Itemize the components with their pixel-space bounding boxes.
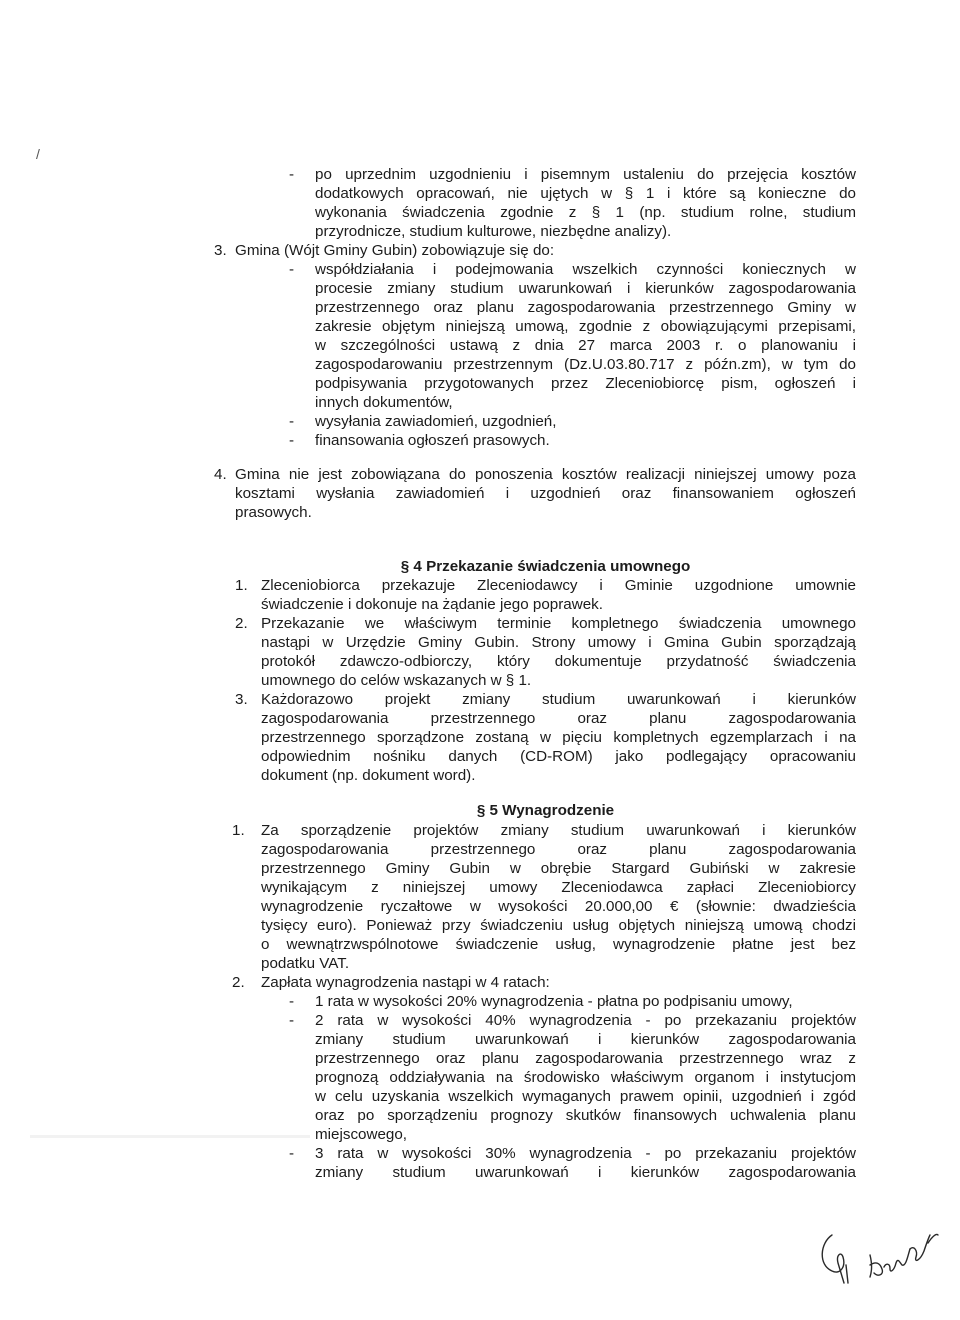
text-line: dodatkowych opracowań, nie ujętych w § 1 i które są konieczne do [315, 185, 856, 202]
section-heading: § 4 Przekazanie świadczenia umownego [400, 558, 691, 575]
text-line: finansowania ogłoszeń prasowych. [315, 432, 550, 449]
text-line: odpowiednim nośniku danych (CD-ROM) jako podlegający opracowaniu [261, 748, 856, 765]
text-line: o wewnątrzwspólnotowe świadczenie usług, wynagrodzenie płatne jest bez [261, 936, 856, 953]
text-line: po uprzednim uzgodnieniu i pisemnym ustaleniu do przejęcia kosztów [315, 166, 856, 183]
text-line: podpisywania przygotowanych przez Zleceniobiorcę pism, ogłoszeń i [315, 375, 856, 392]
text-line: 1 rata w wysokości 20% wynagrodzenia - płatna po podpisaniu umowy, [315, 993, 793, 1010]
list-number: 3. [235, 691, 248, 708]
text-line: zakresie objętym niniejszą umową, zgodnie z obowiązującymi przepisami, [315, 318, 856, 335]
list-marker: - [289, 432, 295, 449]
list-marker: - [289, 1145, 295, 1162]
text-line: współdziałania i podejmowania wszelkich czynności koniecznych w [315, 261, 856, 278]
text-line: nastąpi w Urzędzie Gminy Gubin. Strony umowy i Gmina Gubin sporządzają [261, 634, 856, 651]
text-line: wysyłania zawiadomień, uzgodnień, [315, 413, 557, 430]
text-line: umownego do celów wskazanych w § 1. [261, 672, 532, 689]
text-line: przestrzennego oraz planu zagospodarowania przestrzennego Gminy w [315, 299, 856, 316]
list-marker: - [289, 166, 295, 183]
text-line: przyrodnicze, studium kulturowe, niezbędne analizy). [315, 223, 672, 240]
text-line: Każdorazowo projekt zmiany studium uwarunkowań i kierunków [261, 691, 856, 708]
list-marker: - [289, 413, 295, 430]
text-line: kosztami wysłania zawiadomień i uzgodnień oraz finansowaniem ogłoszeń [235, 485, 856, 502]
text-line: świadczenie i dokonuje na żądanie jego poprawek. [261, 596, 603, 613]
text-line: przestrzennego sporządzone zostaną w pięciu kompletnych egzemplarzach i na [261, 729, 856, 746]
text-line: wynikającym z niniejszej umowy Zleceniodawca zapłaci Zleceniobiorcy [261, 879, 856, 896]
text-line: Zapłata wynagrodzenia nastąpi w 4 ratach: [261, 974, 550, 991]
text-line: przestrzennego oraz planu zagospodarowania przestrzennego wraz z [315, 1050, 856, 1067]
text-line: tysięcy euro). Ponieważ przy świadczeniu usług objętych niniejszą umową chodzi [261, 917, 856, 934]
list-marker: - [289, 261, 295, 278]
list-marker: - [289, 1012, 295, 1029]
text-line: innych dokumentów, [315, 394, 453, 411]
text-line: oraz po sporządzeniu prognozy skutków finansowych uchwalenia planu [315, 1107, 856, 1124]
list-number: 1. [235, 577, 248, 594]
text-line: dokument (np. dokument word). [261, 767, 476, 784]
scan-artifact [30, 1135, 310, 1138]
text-line: zmiany studium uwarunkowań i kierunków zagospodarowania [315, 1164, 856, 1181]
text-line: zmiany studium uwarunkowań i kierunków zagospodarowania [315, 1031, 856, 1048]
list-number: 2. [232, 974, 245, 991]
text-line: w szczególności ustawą z dnia 27 marca 2003 r. o planowaniu i [315, 337, 856, 354]
text-line: protokół zdawczo-odbiorczy, który dokumentuje przydatność świadczenia [261, 653, 856, 670]
text-line: prasowych. [235, 504, 312, 521]
list-number: 1. [232, 822, 245, 839]
text-line: miejscowego, [315, 1126, 408, 1143]
text-line: 3 rata w wysokości 30% wynagrodzenia - po przekazaniu projektów [315, 1145, 856, 1162]
handwritten-signature [810, 1205, 950, 1295]
text-line: wynagrodzenie ryczałtowe w wysokości 20.000,00 € (słownie: dwadzieścia [261, 898, 856, 915]
text-line: zagospodarowaniu przestrzennym (Dz.U.03.80.717 z późn.zm), w tym do [315, 356, 856, 373]
text-line: przestrzennego Gminy Gubin w obrębie Stargard Gubiński w zakresie [261, 860, 856, 877]
text-line: procesie zmiany studium uwarunkowań i kierunków zagospodarowania [315, 280, 856, 297]
list-marker: - [289, 993, 295, 1010]
section-heading: § 5 Wynagrodzenie [476, 802, 615, 819]
text-line: Gmina nie jest zobowiązana do ponoszenia kosztów realizacji niniejszej umowy poza [235, 466, 856, 483]
text-line: zagospodarowania przestrzennego oraz planu zagospodarowania [261, 710, 856, 727]
list-number: 3. [214, 242, 227, 259]
text-line: zagospodarowania przestrzennego oraz planu zagospodarowania [261, 841, 856, 858]
text-line: 2 rata w wysokości 40% wynagrodzenia - po przekazaniu projektów [315, 1012, 856, 1029]
text-line: w celu uzyskania wszelkich wymaganych prawem opinii, uzgodnień i zgód [315, 1088, 856, 1105]
text-line: wykonania świadczenia zgodnie z § 1 (np. studium rolne, studium [315, 204, 856, 221]
text-line: prognozą oddziaływania na środowisko właściwym organom i instytucjom [315, 1069, 856, 1086]
list-number: 2. [235, 615, 248, 632]
scan-tick-mark: / [36, 146, 40, 162]
text-line: Za sporządzenie projektów zmiany studium uwarunkowań i kierunków [261, 822, 856, 839]
text-line: Gmina (Wójt Gminy Gubin) zobowiązuje się do: [235, 242, 555, 259]
text-line: podatku VAT. [261, 955, 350, 972]
text-line: Zleceniobiorca przekazuje Zleceniodawcy i Gminie uzgodnione umownie [261, 577, 856, 594]
text-line: Przekazanie we właściwym terminie kompletnego świadczenia umownego [261, 615, 856, 632]
list-number: 4. [214, 466, 227, 483]
